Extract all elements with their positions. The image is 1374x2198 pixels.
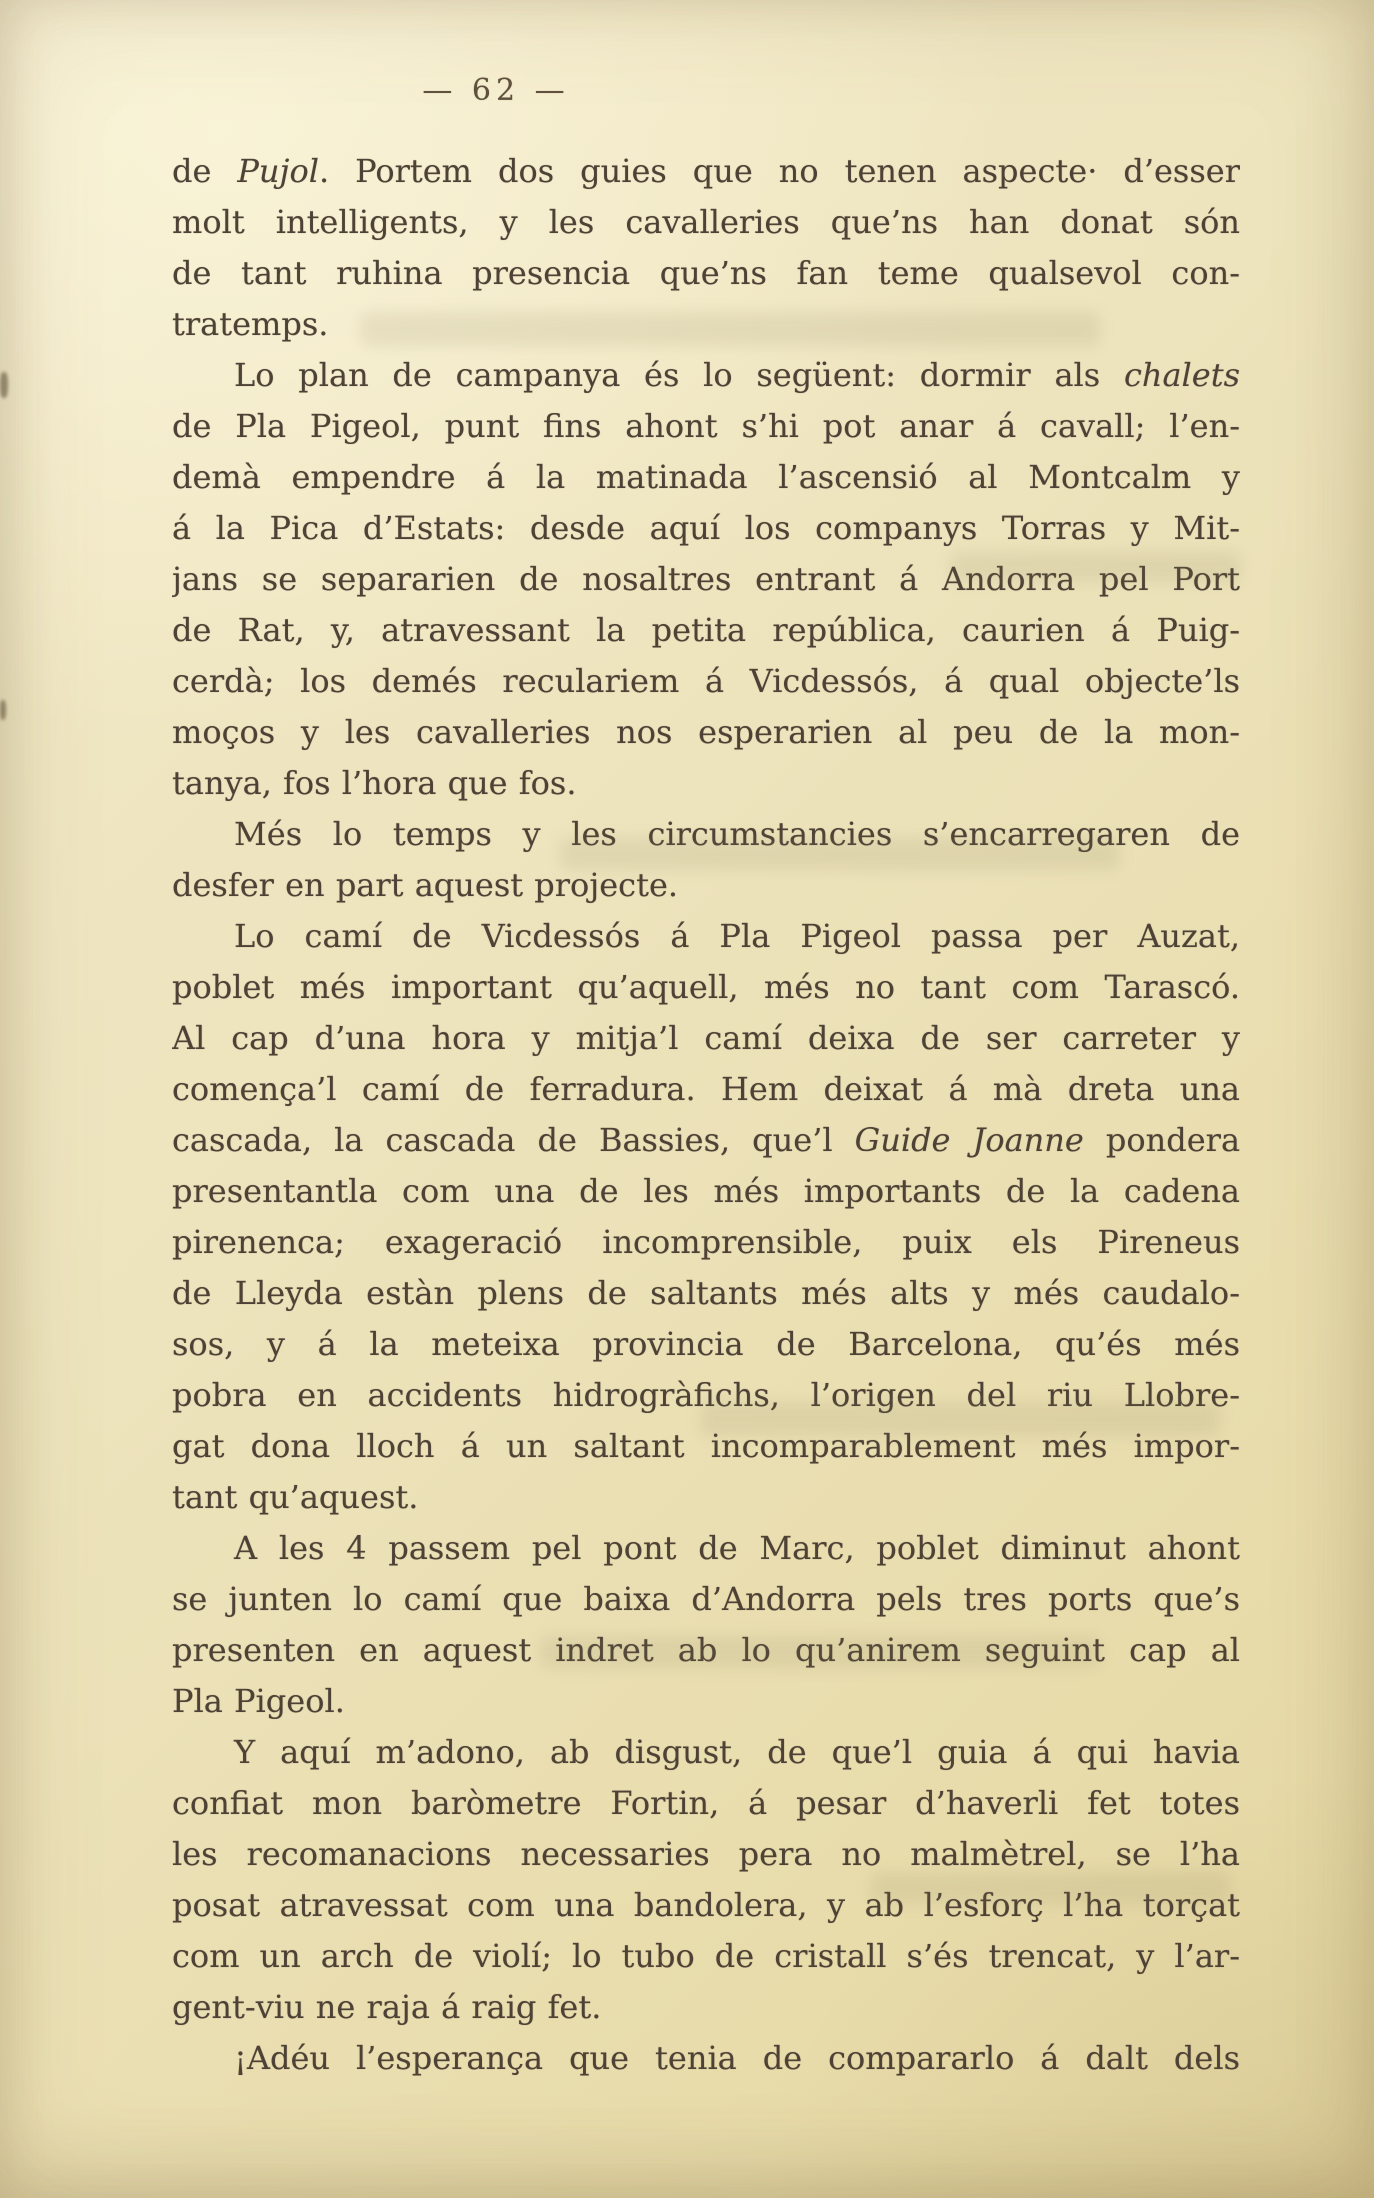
text-line: Lo camí de Vicdessós á Pla Pigeol passa per Auzat,	[234, 917, 1240, 955]
text-line: cascada, la cascada de Bassies, que’l Guide Joanne pondera	[172, 1121, 1240, 1159]
text-line: demà empendre á la matinada l’ascensió al Montcalm y	[172, 458, 1240, 496]
text-block	[172, 146, 1240, 2084]
text-line: tant qu’aquest.	[172, 1478, 419, 1516]
text-line: cerdà; los demés reculariem á Vicdessós, á qual objecte’ls	[172, 662, 1240, 700]
text-line: confiat mon baròmetre Fortin, á pesar d’haverli fet totes	[172, 1784, 1240, 1822]
text-line: de tant ruhina presencia que’ns fan teme qualsevol con-	[172, 254, 1240, 292]
text-line: presentantla com una de les més importants de la cadena	[172, 1172, 1240, 1210]
text-line: gat dona lloch á un saltant incomparablement més impor-	[172, 1427, 1240, 1465]
text-line: pirenenca; exageració incomprensible, puix els Pireneus	[172, 1223, 1240, 1261]
text-line: se junten lo camí que baixa d’Andorra pels tres ports que’s	[172, 1580, 1240, 1618]
text-line: com un arch de violí; lo tubo de cristall s’és trencat, y l’ar-	[172, 1937, 1240, 1975]
text-line: comença’l camí de ferradura. Hem deixat á mà dreta una	[172, 1070, 1240, 1108]
text-line: A les 4 passem pel pont de Marc, poblet diminut ahont	[234, 1529, 1240, 1567]
text-line: de Pujol. Portem dos guies que no tenen aspecte· d’esser	[172, 152, 1240, 190]
text-line: poblet més important qu’aquell, més no tant com Tarascó.	[172, 968, 1240, 1006]
edge-speck	[0, 700, 6, 720]
text-line: Més lo temps y les circumstancies s’encarregaren de	[234, 815, 1240, 853]
text-line: Y aquí m’adono, ab disgust, de que’l guia á qui havia	[234, 1733, 1240, 1771]
edge-speck	[0, 372, 8, 398]
text-line: les recomanacions necessaries pera no malmètrel, se l’ha	[172, 1835, 1240, 1873]
text-line: de Lleyda estàn plens de saltants més alts y més caudalo-	[172, 1274, 1240, 1312]
text-line: pobra en accidents hidrogràfichs, l’origen del riu Llobre-	[172, 1376, 1240, 1414]
text-line: sos, y á la meteixa provincia de Barcelona, qu’és més	[172, 1325, 1240, 1363]
text-line: moços y les cavalleries nos esperarien al peu de la mon-	[172, 713, 1240, 751]
text-line: Pla Pigeol.	[172, 1682, 345, 1720]
page-number: — 62 —	[422, 73, 570, 108]
text-line: desfer en part aquest projecte.	[172, 866, 679, 904]
text-line: tratemps.	[172, 305, 329, 343]
text-line: molt intelligents, y les cavalleries que’ns han donat són	[172, 203, 1240, 241]
text-line: posat atravessat com una bandolera, y ab l’esforç l’ha torçat	[172, 1886, 1240, 1924]
text-line: de Pla Pigeol, punt fins ahont s’hi pot anar á cavall; l’en-	[172, 407, 1240, 445]
text-line: de Rat, y, atravessant la petita república, caurien á Puig-	[172, 611, 1240, 649]
text-line: ¡Adéu l’esperança que tenia de compararlo á dalt dels	[234, 2039, 1240, 2077]
text-line: presenten en aquest indret ab lo qu’anirem seguint cap al	[172, 1631, 1240, 1669]
text-line: jans se separarien de nosaltres entrant á Andorra pel Port	[172, 560, 1240, 598]
text-line: á la Pica d’Estats: desde aquí los companys Torras y Mit-	[172, 509, 1240, 547]
text-line: tanya, fos l’hora que fos.	[172, 764, 577, 802]
text-line: Al cap d’una hora y mitja’l camí deixa de ser carreter y	[172, 1019, 1240, 1057]
text-line: Lo plan de campanya és lo següent: dormir als chalets	[234, 356, 1240, 394]
text-line: gent-viu ne raja á raig fet.	[172, 1988, 602, 2026]
